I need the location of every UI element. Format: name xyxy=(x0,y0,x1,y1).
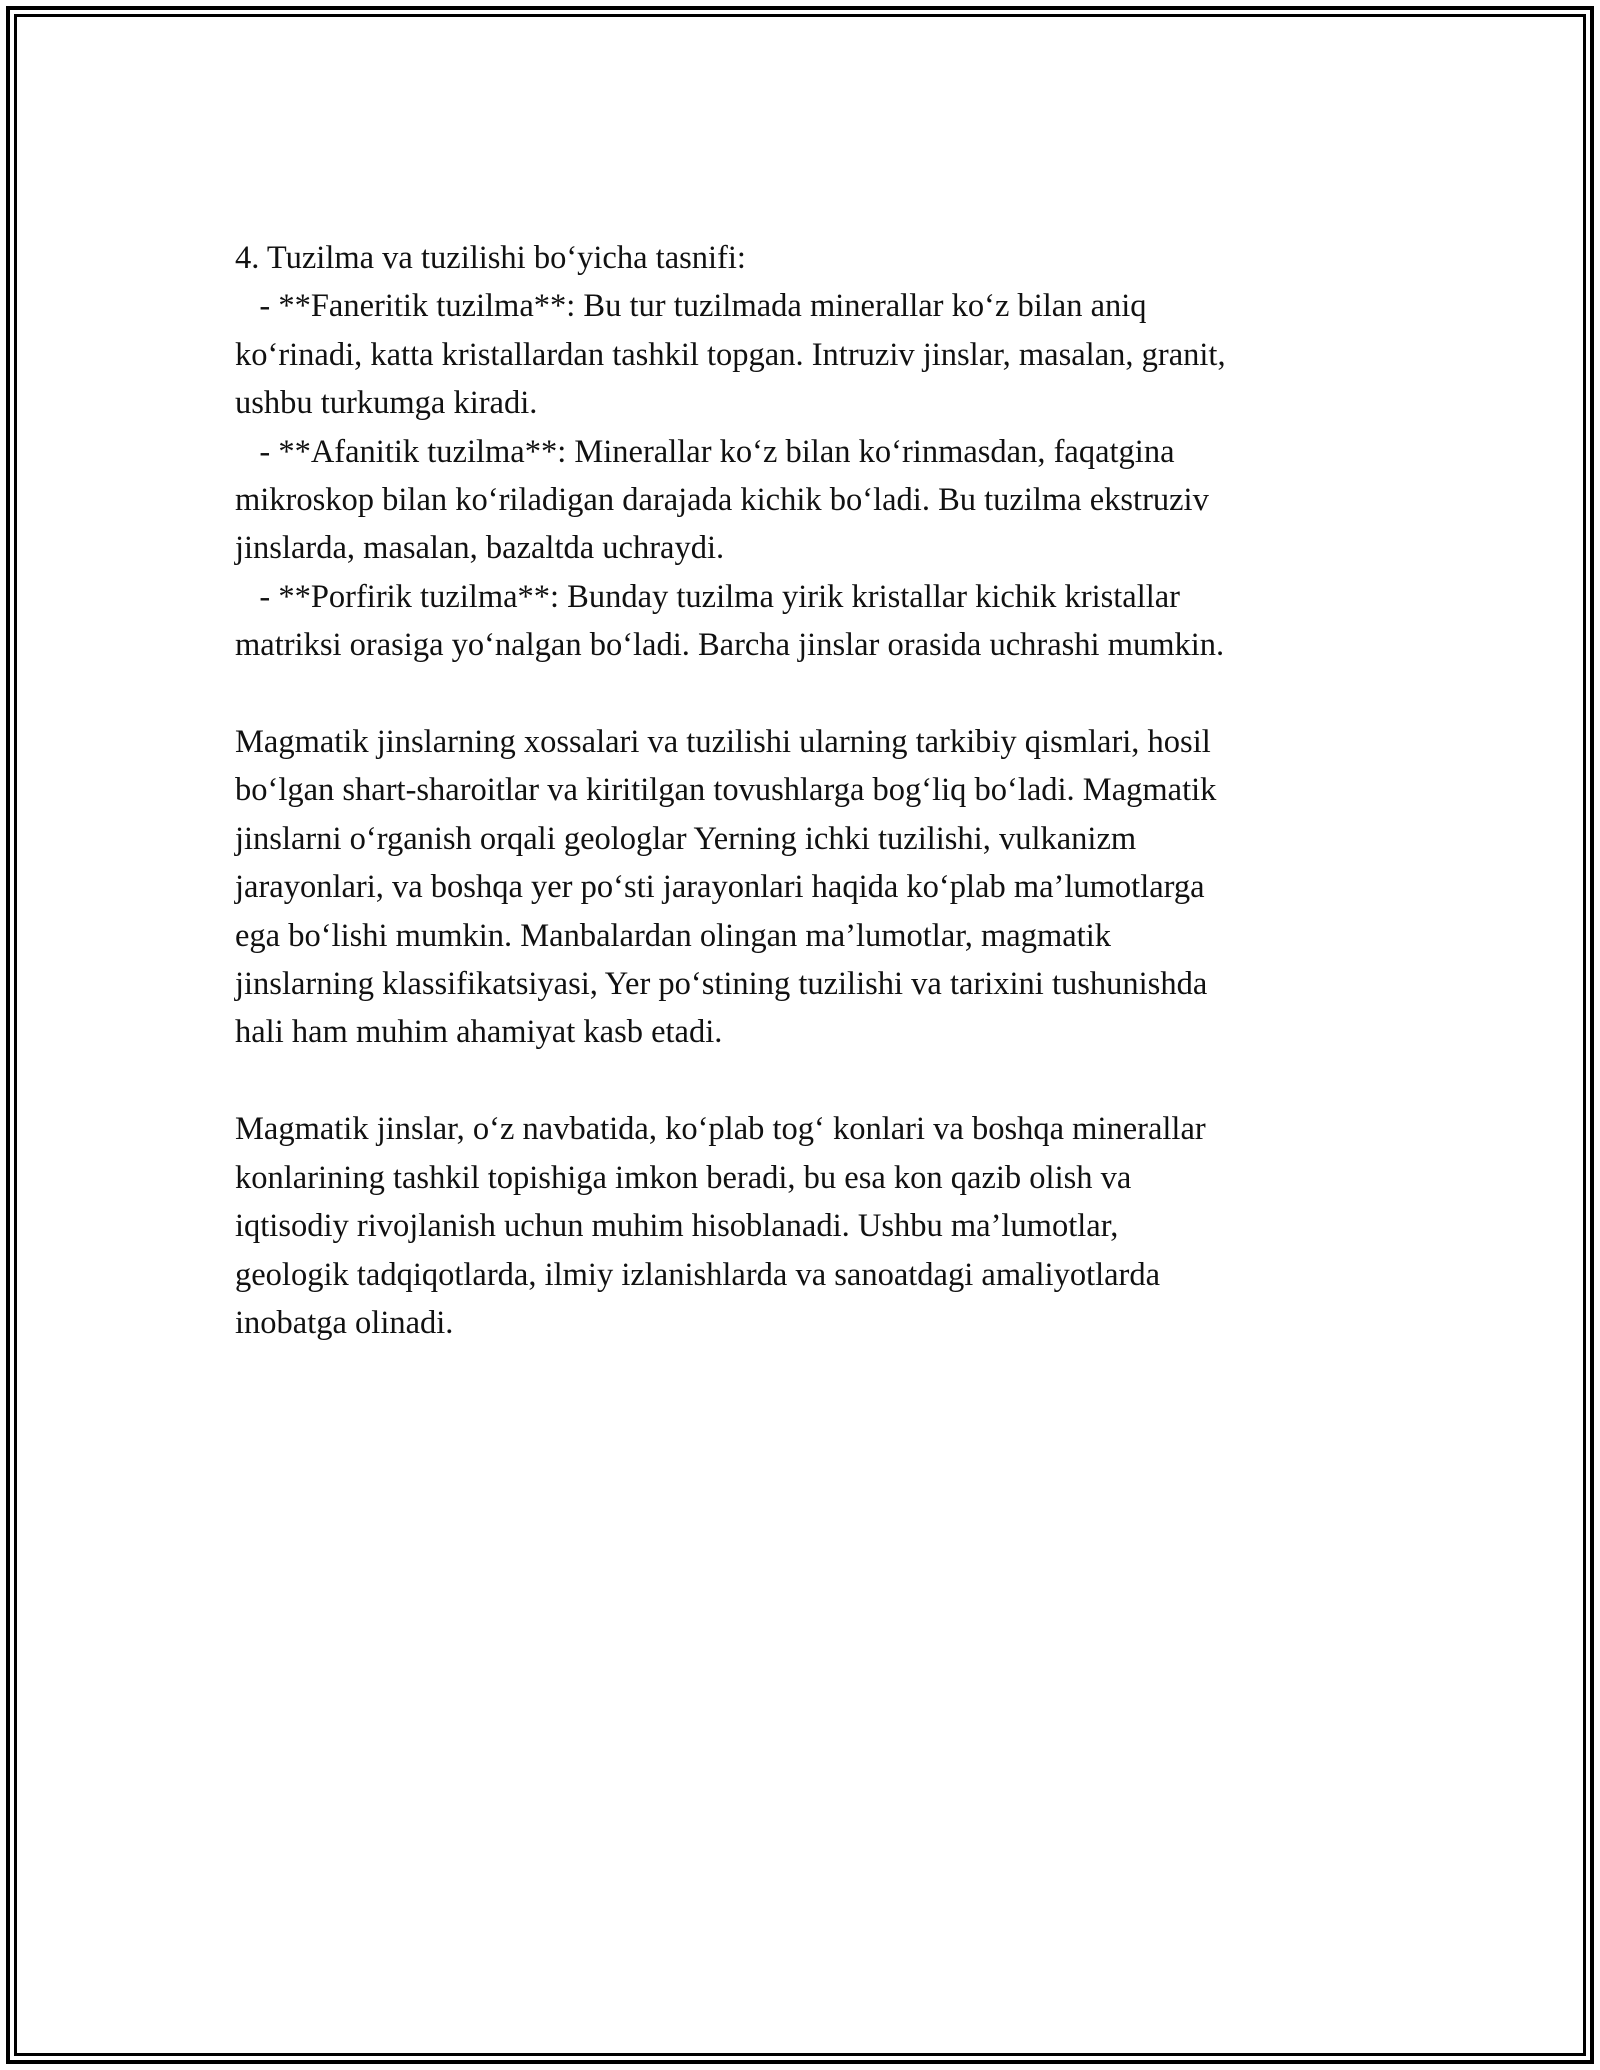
list-item-line: jinslarda, masalan, bazaltda uchraydi. xyxy=(235,530,725,567)
section-heading: 4. Tuzilma va tuzilishi bo‘yicha tasnifi: xyxy=(235,240,746,276)
paragraph-line: Magmatik jinslarning xossalari va tuzilishi ularning tarkibiy qismlari, hosil xyxy=(235,724,1211,761)
list-item-faneritik xyxy=(235,282,1365,427)
list-item-line: - **Faneritik tuzilma**: Bu tur tuzilmada minerallar ko‘z bilan aniq xyxy=(235,288,1147,325)
list-item-line: mikroskop bilan ko‘riladigan darajada kichik bo‘ladi. Bu tuzilma ekstruziv xyxy=(235,482,1209,519)
list-item-line: ushbu turkumga kiradi. xyxy=(235,385,538,422)
list-item-porfirik xyxy=(235,573,1365,670)
paragraph-line: bo‘lgan shart-sharoitlar va kiritilgan tovushlarga bog‘liq bo‘ladi. Magmatik xyxy=(235,772,1217,809)
paragraph-line: jinslarni o‘rganish orqali geologlar Yerning ichki tuzilishi, vulkanizm xyxy=(235,820,1137,857)
paragraph-line: inobatga olinadi. xyxy=(235,1304,454,1341)
paragraph-line: iqtisodiy rivojlanish uchun muhim hisoblanadi. Ushbu ma’lumotlar, xyxy=(235,1208,1119,1245)
paragraph-properties xyxy=(235,718,1365,1057)
list-item-line: - **Afanitik tuzilma**: Minerallar ko‘z bilan ko‘rinmasdan, faqatgina xyxy=(235,433,1175,470)
paragraph-line: Magmatik jinslar, o‘z navbatida, ko‘plab tog‘ konlari va boshqa minerallar xyxy=(235,1111,1206,1148)
list-item-line: matriksi orasiga yo‘nalgan bo‘ladi. Barcha jinslar orasida uchrashi mumkin. xyxy=(235,627,1225,664)
paragraph-line: ega bo‘lishi mumkin. Manbalardan olingan ma’lumotlar, magmatik xyxy=(235,917,1111,954)
list-item-afanitik xyxy=(235,428,1365,573)
paragraph-line: hali ham muhim ahamiyat kasb etadi. xyxy=(235,1014,723,1051)
paragraph-line: geologik tadqiqotlarda, ilmiy izlanishlarda va sanoatdagi amaliyotlarda xyxy=(235,1256,1161,1293)
document-body xyxy=(235,234,1365,1347)
paragraph-line: jarayonlari, va boshqa yer po‘sti jarayonlari haqida ko‘plab ma’lumotlarga xyxy=(235,869,1205,906)
paragraph-spacer xyxy=(235,1057,1365,1105)
paragraph-deposits xyxy=(235,1105,1365,1347)
paragraph-line: jinslarning klassifikatsiyasi, Yer po‘stining tuzilishi va tarixini tushunishda xyxy=(235,966,1208,1003)
paragraph-spacer xyxy=(235,670,1365,718)
list-item-line: ko‘rinadi, katta kristallardan tashkil topgan. Intruziv jinslar, masalan, granit, xyxy=(235,336,1226,373)
list-item-line: - **Porfirik tuzilma**: Bunday tuzilma yirik kristallar kichik kristallar xyxy=(235,578,1181,615)
paragraph-line: konlarining tashkil topishiga imkon beradi, bu esa kon qazib olish va xyxy=(235,1159,1132,1196)
